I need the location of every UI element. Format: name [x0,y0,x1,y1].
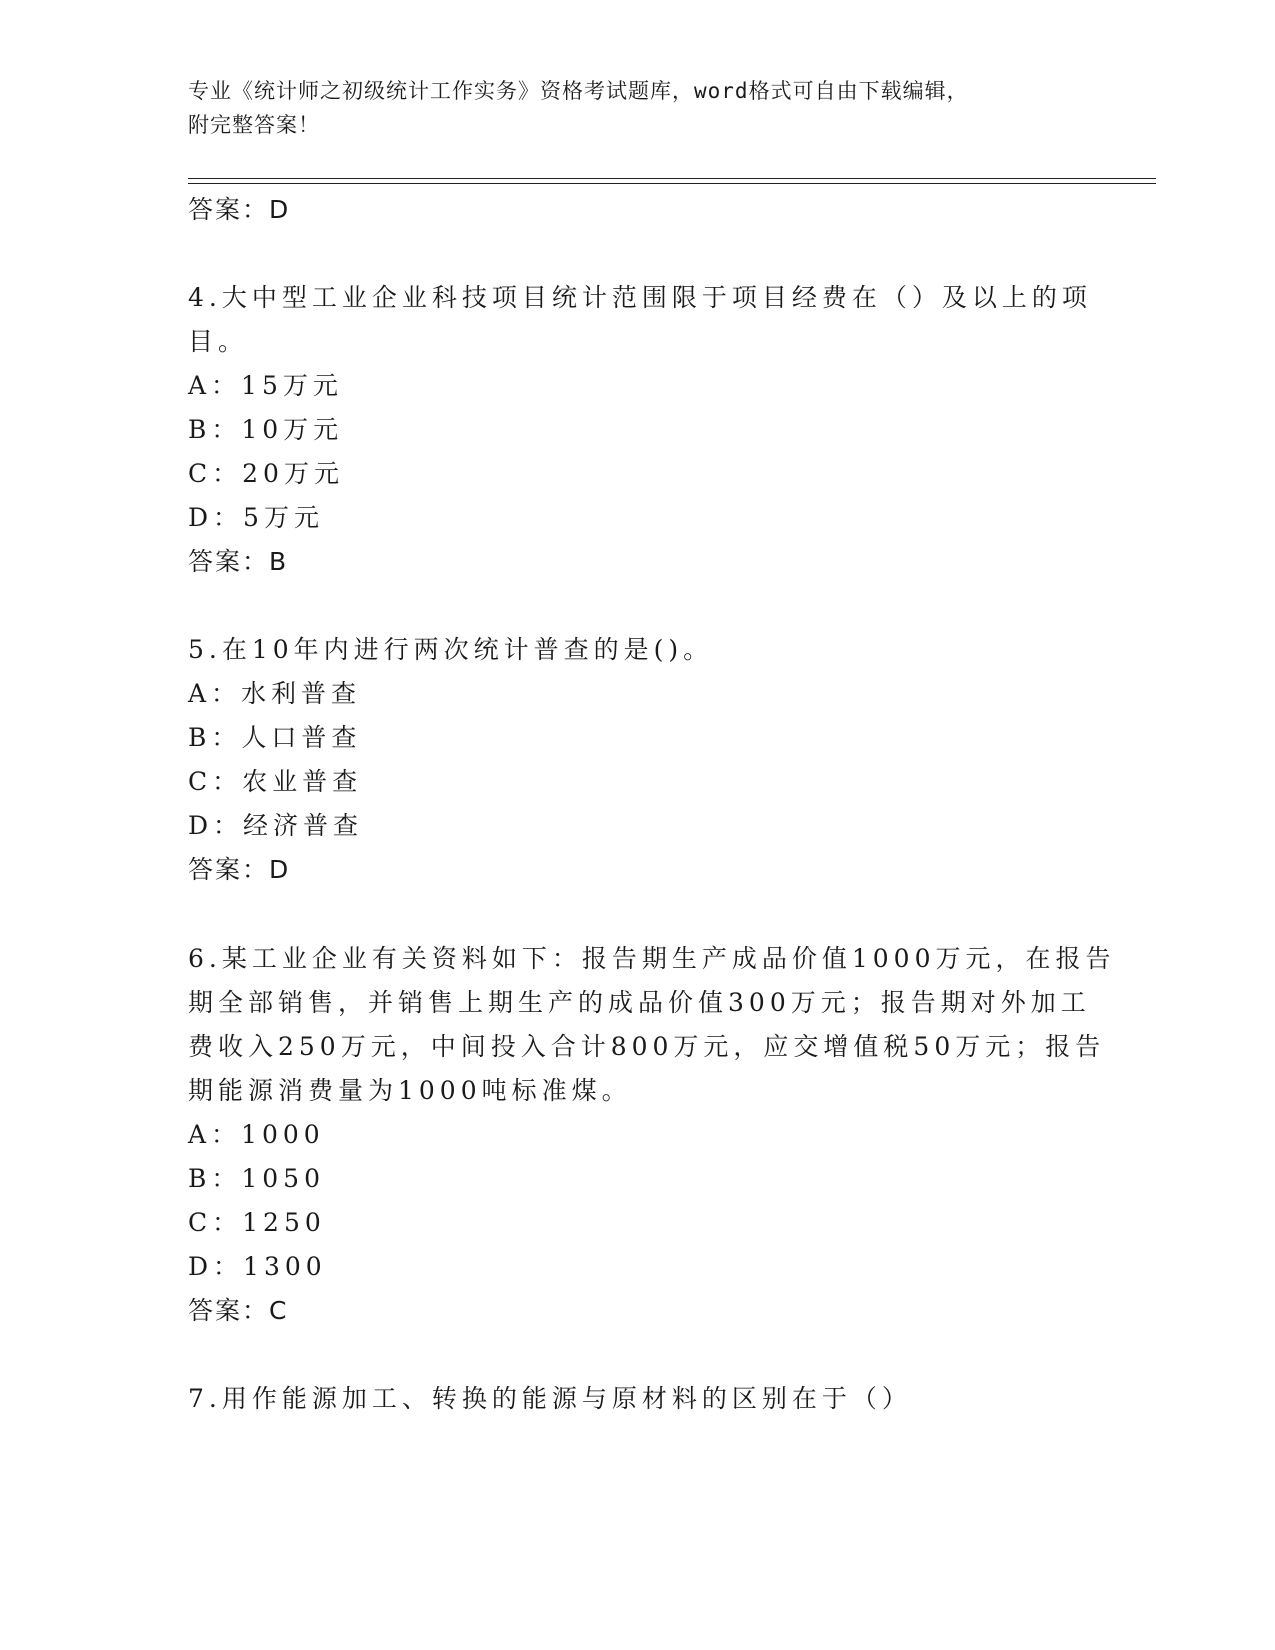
header-divider-bottom [188,183,1156,184]
document-header [188,74,1088,142]
q4-stem-line-2: 目。 [188,327,249,356]
q6-stem-line-4: 期能源消费量为1000吨标准煤。 [188,1076,632,1105]
q4-option-c: C：20万元 [188,459,344,488]
q6-option-b: B：1050 [188,1164,325,1193]
q5-option-c: C：农业普查 [188,767,363,796]
q6-answer: 答案：C [188,1296,289,1325]
q5-option-d: D：经济普查 [188,811,364,840]
q7-stem-line-1: 7.用作能源加工、转换的能源与原材料的区别在于（） [188,1384,912,1413]
answer-prev: 答案：D [188,195,291,224]
q6-stem-line-2: 期全部销售，并销售上期生产的成品价值300万元；报告期对外加工 [188,988,1091,1017]
header-line-1: 专业《统计师之初级统计工作实务》资格考试题库，word格式可自由下载编辑， [188,79,969,103]
q6-stem-line-3: 费收入250万元，中间投入合计800万元，应交增值税50万元；报告 [188,1032,1106,1061]
q5-stem-line-1: 5.在10年内进行两次统计普查的是()。 [188,635,714,664]
q4-option-d: D：5万元 [188,503,324,532]
q6-option-d: D：1300 [188,1252,327,1281]
q5-option-b: B：人口普查 [188,723,362,752]
q5-option-a: A：水利普查 [188,679,362,708]
q4-stem-line-1: 4.大中型工业企业科技项目统计范围限于项目经费在（）及以上的项 [188,283,1092,312]
q4-option-b: B：10万元 [188,415,344,444]
q6-option-c: C：1250 [188,1208,326,1237]
q6-option-a: A：1000 [188,1120,325,1149]
q4-option-a: A：15万元 [188,371,343,400]
header-divider-top [188,178,1156,179]
q6-stem-line-1: 6.某工业企业有关资料如下：报告期生产成品价值1000万元，在报告 [188,944,1116,973]
q5-answer: 答案：D [188,855,291,884]
q4-answer: 答案：B [188,547,289,576]
header-line-2: 附完整答案！ [188,113,320,137]
